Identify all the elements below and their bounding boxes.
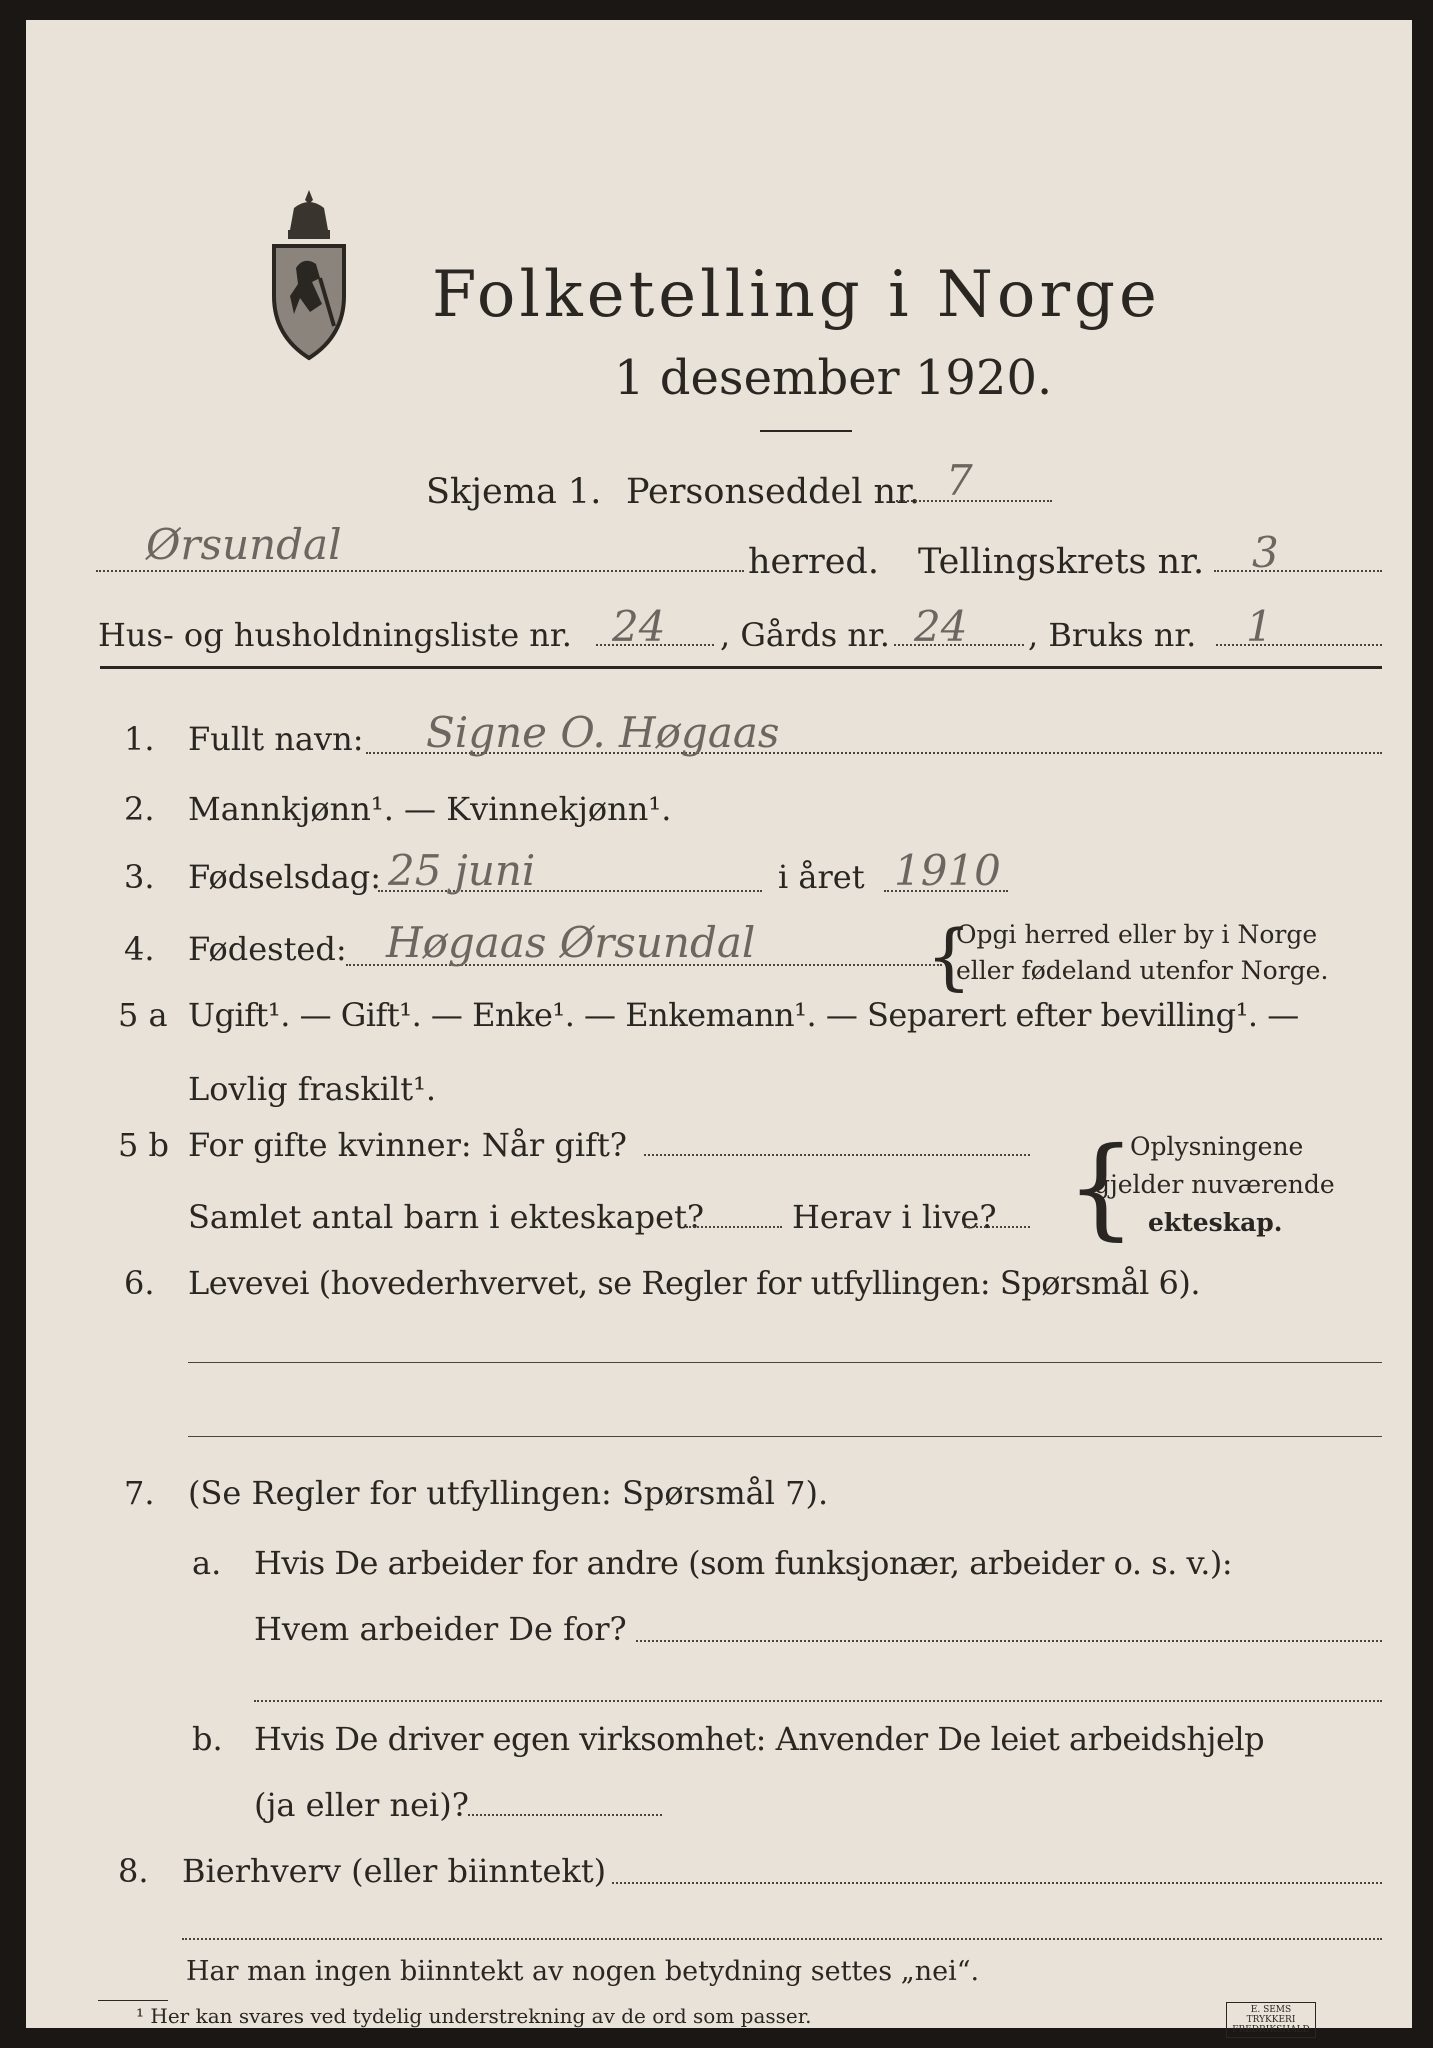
form-title: Folketelling i Norge — [432, 258, 1161, 332]
footnote-divider — [98, 2000, 168, 2001]
q5b-children-line — [686, 1226, 782, 1228]
herred-value: Ørsundal — [146, 520, 342, 569]
q5b-note-line3: ekteskap. — [1148, 1208, 1283, 1237]
bruks-value: 1 — [1246, 602, 1273, 651]
q4-number: 4. — [124, 930, 155, 968]
q5a-number: 5 a — [118, 996, 168, 1034]
title-divider — [760, 430, 852, 432]
q1-label: Fullt navn: — [188, 720, 364, 758]
q3-number: 3. — [124, 858, 155, 896]
q5b-line2a: Samlet antal barn i ekteskapet? — [188, 1198, 705, 1236]
q4-note-line2: eller fødeland utenfor Norge. — [956, 956, 1329, 985]
q8-number: 8. — [118, 1852, 149, 1890]
personseddel-label: Personseddel nr. — [626, 472, 921, 512]
q7a-answer-line2 — [254, 1700, 1382, 1702]
q5b-line2b: Herav i live? — [792, 1198, 997, 1236]
q3-label: Fødselsdag: — [188, 858, 382, 896]
q7a-answer-line1 — [636, 1640, 1382, 1642]
q4-brace: { — [926, 914, 972, 998]
gards-value: 24 — [914, 602, 968, 651]
q7b-line1: Hvis De driver egen virksomhet: Anvender De leiet arbeidshjelp — [254, 1720, 1265, 1758]
q5b-brace: { — [1066, 1123, 1136, 1251]
q7b-answer-line — [468, 1814, 662, 1816]
header-divider — [100, 666, 1382, 669]
tellingskrets-value: 3 — [1252, 528, 1279, 577]
q3-year-label: i året — [778, 858, 865, 896]
personseddel-value: 7 — [946, 456, 973, 505]
q7-label: (Se Regler for utfyllingen: Spørsmål 7). — [188, 1474, 829, 1512]
q3-day-value: 25 juni — [388, 846, 536, 895]
q6-answer-line2 — [188, 1436, 1382, 1437]
census-form-page — [26, 20, 1412, 2035]
q5b-note-line1: Oplysningene — [1130, 1132, 1304, 1161]
herred-line — [96, 570, 744, 572]
herred-label: herred. — [748, 542, 879, 582]
q5a-line1: Ugift¹. — Gift¹. — Enke¹. — Enkemann¹. — Separert efter bevilling¹. — — [188, 996, 1299, 1034]
q7b-letter: b. — [192, 1720, 223, 1758]
q6-label: Levevei (hovederhvervet, se Regler for utfyllingen: Spørsmål 6). — [188, 1264, 1201, 1302]
footnote-text: ¹ Her kan svares ved tydelig understrekning av de ord som passer. — [136, 2004, 812, 2028]
q5b-number: 5 b — [118, 1126, 170, 1164]
q4-value: Høgaas Ørsundal — [386, 918, 756, 967]
schema-label: Skjema 1. — [426, 472, 602, 512]
husliste-value: 24 — [612, 602, 666, 651]
q6-number: 6. — [124, 1264, 155, 1302]
q4-note-line1: Opgi herred eller by i Norge — [956, 920, 1318, 949]
q5b-alive-line — [964, 1226, 1030, 1228]
census-date: 1 desember 1920. — [614, 350, 1053, 406]
q5b-note-line2: gjelder nuværende — [1094, 1170, 1335, 1199]
q7b-line2: (ja eller nei)? — [254, 1786, 469, 1824]
q5a-line2: Lovlig fraskilt¹. — [188, 1070, 437, 1108]
q3-year-value: 1910 — [894, 846, 1001, 895]
personseddel-line — [896, 500, 1052, 502]
q2-number: 2. — [124, 790, 155, 828]
q8-label: Bierhverv (eller biinntekt) — [182, 1852, 607, 1890]
norwegian-coat-of-arms-icon — [264, 186, 354, 361]
q1-value: Signe O. Høgaas — [426, 708, 780, 757]
husliste-label: Hus- og husholdningsliste nr. — [98, 616, 572, 654]
q7a-line1: Hvis De arbeider for andre (som funksjonær, arbeider o. s. v.): — [254, 1544, 1233, 1582]
tellingskrets-label: Tellingskrets nr. — [918, 542, 1205, 582]
q4-label: Fødested: — [188, 930, 347, 968]
q5b-line1: For gifte kvinner: Når gift? — [188, 1126, 627, 1164]
tellingskrets-line — [1214, 570, 1382, 572]
q7a-letter: a. — [192, 1544, 222, 1582]
q8-note: Har man ingen biinntekt av nogen betydning settes „nei“. — [186, 1956, 980, 1987]
q2-label: Mannkjønn¹. — Kvinnekjønn¹. — [188, 790, 672, 828]
gards-label: , Gårds nr. — [720, 616, 890, 654]
bruks-line — [1216, 644, 1382, 646]
q1-number: 1. — [124, 720, 155, 758]
q7-number: 7. — [124, 1474, 155, 1512]
bruks-label: , Bruks nr. — [1028, 616, 1197, 654]
q5b-married-line — [644, 1154, 1030, 1156]
q8-answer-line2 — [182, 1938, 1382, 1940]
printer-stamp: E. SEMS TRYKKERI FREDRIKSHALD — [1226, 2002, 1316, 2038]
q6-answer-line1 — [188, 1362, 1382, 1363]
q7a-line2: Hvem arbeider De for? — [254, 1610, 627, 1648]
q8-answer-line1 — [612, 1882, 1382, 1884]
